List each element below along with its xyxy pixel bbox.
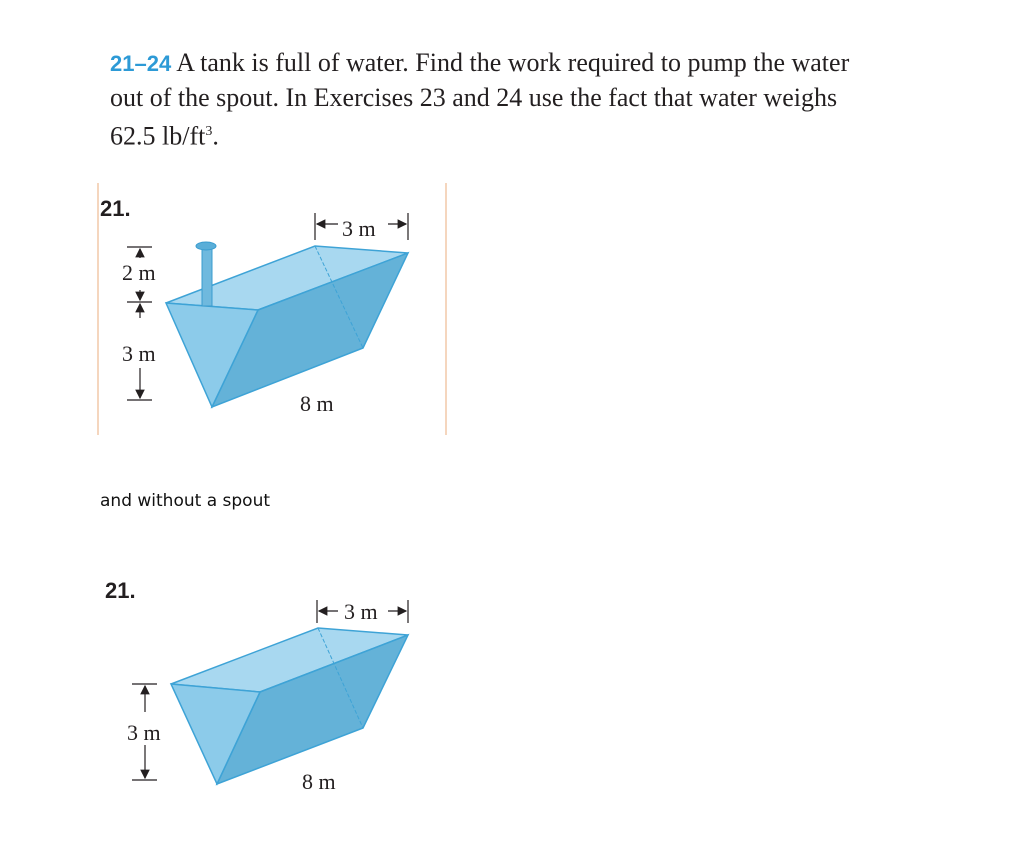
- length-label: 8 m: [300, 391, 334, 416]
- figure-2-label: 21.: [105, 578, 136, 603]
- top-width-label: 3 m: [342, 216, 376, 241]
- depth-label: 3 m: [122, 341, 156, 366]
- problem-end: .: [212, 121, 219, 151]
- note-text: and without a spout: [100, 491, 271, 511]
- figure-2-tank: [105, 578, 408, 794]
- spout-icon: [202, 246, 212, 306]
- spout-height-label: 2 m: [122, 260, 156, 285]
- top-width-label: 3 m: [344, 599, 378, 624]
- spout-cap: [196, 242, 216, 250]
- figure-1-label: 21.: [100, 196, 131, 221]
- problem-number: 21–24: [110, 51, 172, 76]
- length-label: 8 m: [302, 769, 336, 794]
- depth-label: 3 m: [127, 720, 161, 745]
- problem-text: A tank is full of water. Find the work required to pump the water out of the spout. In Exercises 23 and 24 use the fact that water weighs 62.5 lb/ft: [110, 48, 850, 151]
- figure-1-tank: [98, 183, 446, 435]
- superscript: 3: [205, 124, 213, 139]
